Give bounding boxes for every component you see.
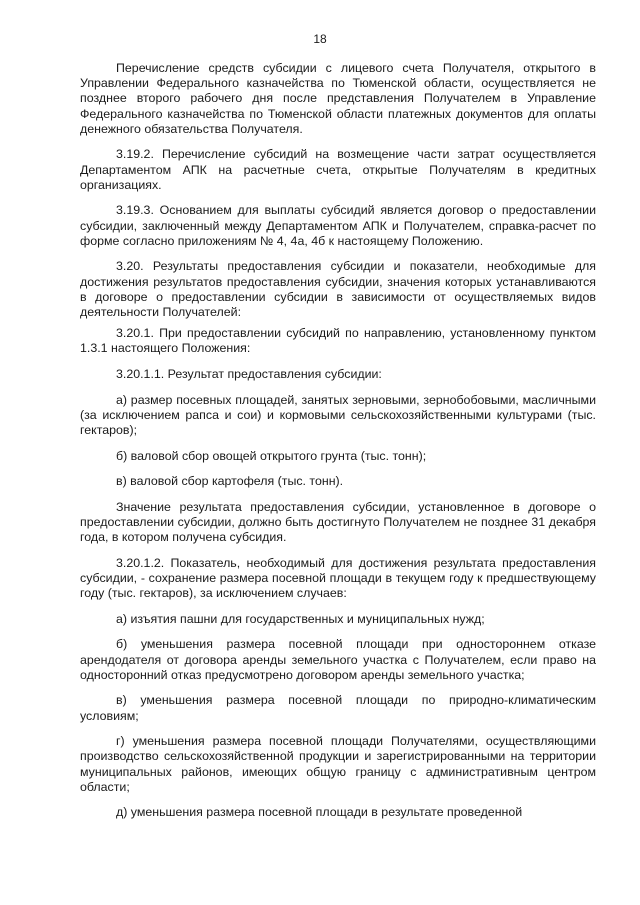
paragraph-3-20: 3.20. Результаты предоставления субсидии и показатели, необходимые для достижения результатов предоставления субсидии, значения которых устанавливаются в договоре о предоставлении субсидии в зависимости от осуществляемых видов деятельности Получателей:: [80, 259, 596, 320]
list-item-b-lease-refusal: б) уменьшения размера посевной площади при одностороннем отказе арендодателя от договора аренды земельного участка с Получателем, если право на односторонний отказ предусмотрено договором аренды земельного участка;: [80, 637, 596, 682]
list-item-a-sown-area: а) размер посевных площадей, занятых зерновыми, зернобобовыми, масличными (за исключением рапса и сои) и кормовыми сельскохозяйственными культурами (тыс. гектаров);: [80, 392, 596, 438]
paragraph-3-19-2: 3.19.2. Перечисление субсидий на возмещение части затрат осуществляется Департаментом АПК на расчетные счета, открытые Получателям в кредитных организациях.: [80, 147, 596, 192]
list-item-d-reduction: д) уменьшения размера посевной площади в результате проведенной: [116, 805, 523, 820]
paragraph-result-deadline: Значение результата предоставления субсидии, установленное в договоре о предоставлении субсидии, должно быть достигнуто Получателем не позднее 31 декабря года, в котором получена субсидия.: [80, 499, 596, 545]
paragraph-3-20-1-2: 3.20.1.2. Показатель, необходимый для достижения результата предоставления субсидии, - сохранение размера посевной площади в текущем году к предшествующему году (тыс. гектаров), за исключением случаев:: [80, 555, 596, 601]
paragraph-3-20-1: 3.20.1. При предоставлении субсидий по направлению, установленному пунктом 1.3.1 настоящего Положения:: [80, 326, 596, 356]
document-body: [80, 61, 596, 831]
list-item-b-vegetables: б) валовой сбор овощей открытого грунта (тыс. тонн);: [116, 448, 427, 463]
list-item-v-potatoes: в) валовой сбор картофеля (тыс. тонн).: [116, 474, 344, 489]
page-number: 18: [313, 32, 327, 46]
list-item-a-land-seizure: а) изъятия пашни для государственных и муниципальных нужд;: [116, 611, 485, 626]
paragraph-3-19-3: 3.19.3. Основанием для выплаты субсидий является договор о предоставлении субсидии, заключенный между Департаментом АПК и Получателем, справка-расчет по форме согласно приложениям № 4, 4а, 4б к настоящему Положению.: [80, 203, 596, 248]
paragraph-transfer-from-account: Перечисление средств субсидии с лицевого счета Получателя, открытого в Управлении Федерального казначейства по Тюменской области, осуществляется не позднее второго рабочего дня после представления Получателем в Управление Федерального казначейства по Тюменской области платежных документов для оплаты денежного обязательства Получателя.: [80, 61, 596, 136]
list-item-v-climate: в) уменьшения размера посевной площади по природно-климатическим условиям;: [80, 693, 596, 723]
paragraph-3-20-1-1: 3.20.1.1. Результат предоставления субсидии:: [116, 367, 382, 382]
list-item-g-border-districts: г) уменьшения размера посевной площади Получателями, осуществляющими производство сельскохозяйственной продукции и зарегистрированными на территории муниципальных районов, имеющих общую границу с административным центром области;: [80, 734, 596, 794]
